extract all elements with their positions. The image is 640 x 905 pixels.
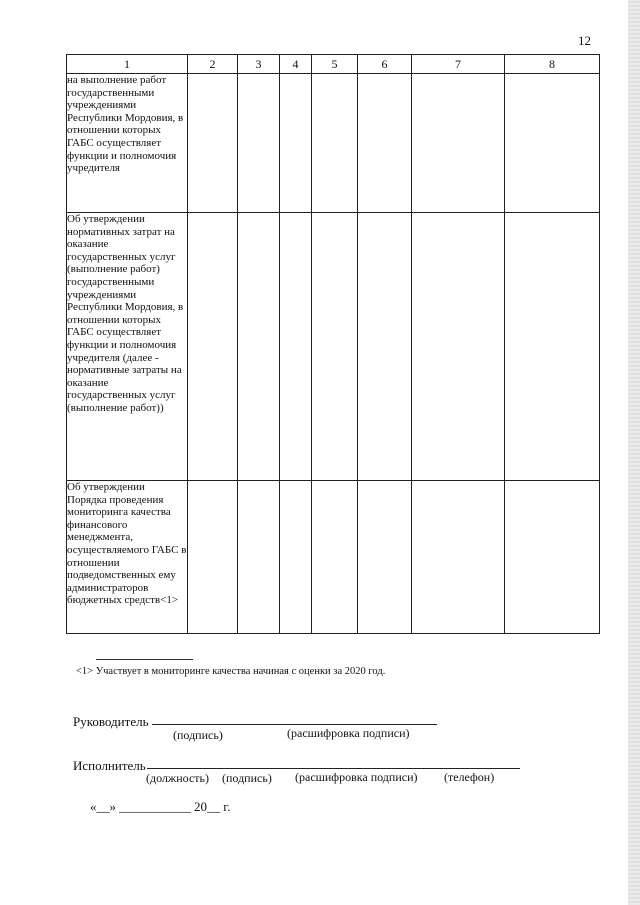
executor-signature-line: [147, 768, 520, 769]
table-cell: [412, 481, 505, 634]
executor-caption-position: (должность): [146, 771, 209, 785]
table-cell: [280, 481, 312, 634]
report-table: [66, 54, 600, 634]
table-cell: [238, 74, 280, 213]
column-header: 1: [67, 55, 188, 74]
executor-caption-phone: (телефон): [444, 770, 495, 784]
column-header: 7: [412, 55, 505, 74]
executor-caption-decoding: (расшифровка подписи): [295, 770, 418, 784]
head-caption-signature: (подпись): [173, 728, 223, 742]
column-header: 6: [358, 55, 412, 74]
table-row: [67, 481, 600, 634]
table-cell: [188, 74, 238, 213]
footnote-separator: [96, 659, 193, 660]
table-cell: [358, 481, 412, 634]
table-cell: [280, 213, 312, 481]
table-cell: [412, 74, 505, 213]
head-signature-line: [152, 724, 437, 725]
date-line: «__» ___________ 20__ г.: [90, 799, 231, 814]
head-label: Руководитель: [73, 714, 149, 729]
table-cell: [188, 481, 238, 634]
column-header: 4: [280, 55, 312, 74]
column-header: 2: [188, 55, 238, 74]
table-cell: [280, 74, 312, 213]
page-number: 12: [578, 33, 591, 48]
table-cell: [238, 213, 280, 481]
executor-label: Исполнитель: [73, 758, 146, 773]
scan-edge: [628, 0, 640, 905]
table-cell: [412, 213, 505, 481]
column-header: 8: [505, 55, 600, 74]
table-cell: [188, 213, 238, 481]
column-header: 3: [238, 55, 280, 74]
column-header: 5: [312, 55, 358, 74]
table-header-row: [67, 55, 600, 74]
footnote: <1> Участвует в мониторинге качества начиная с оценки за 2020 год.: [76, 666, 386, 677]
table-cell: [505, 481, 600, 634]
table-cell: [505, 213, 600, 481]
table-row: [67, 213, 600, 481]
executor-caption-signature: (подпись): [222, 771, 272, 785]
table-cell: [358, 213, 412, 481]
table-cell: [312, 213, 358, 481]
table-cell: [238, 481, 280, 634]
table-cell: [312, 481, 358, 634]
row-description: Об утверждении нормативных затрат на оказание государственных услуг (выполнение работ) государственными учреждениями Республики Мордовия, в отношении которых ГАБС осуществляет функции и полномочия учредителя (далее - нормативные затраты на оказание государственных услуг (выполнение работ)): [67, 213, 188, 481]
table-cell: [312, 74, 358, 213]
row-description: Об утверждении Порядка проведения мониторинга качества финансового менеджмента, осуществляемого ГАБС в отношении подведомственных ему администраторов бюджетных средств<1>: [67, 481, 188, 634]
table-cell: [358, 74, 412, 213]
row-description: на выполнение работ государственными учреждениями Республики Мордовия, в отношении которых ГАБС осуществляет функции и полномочия учредителя: [67, 74, 188, 213]
head-caption-decoding: (расшифровка подписи): [287, 726, 410, 740]
table-row: [67, 74, 600, 213]
table-cell: [505, 74, 600, 213]
